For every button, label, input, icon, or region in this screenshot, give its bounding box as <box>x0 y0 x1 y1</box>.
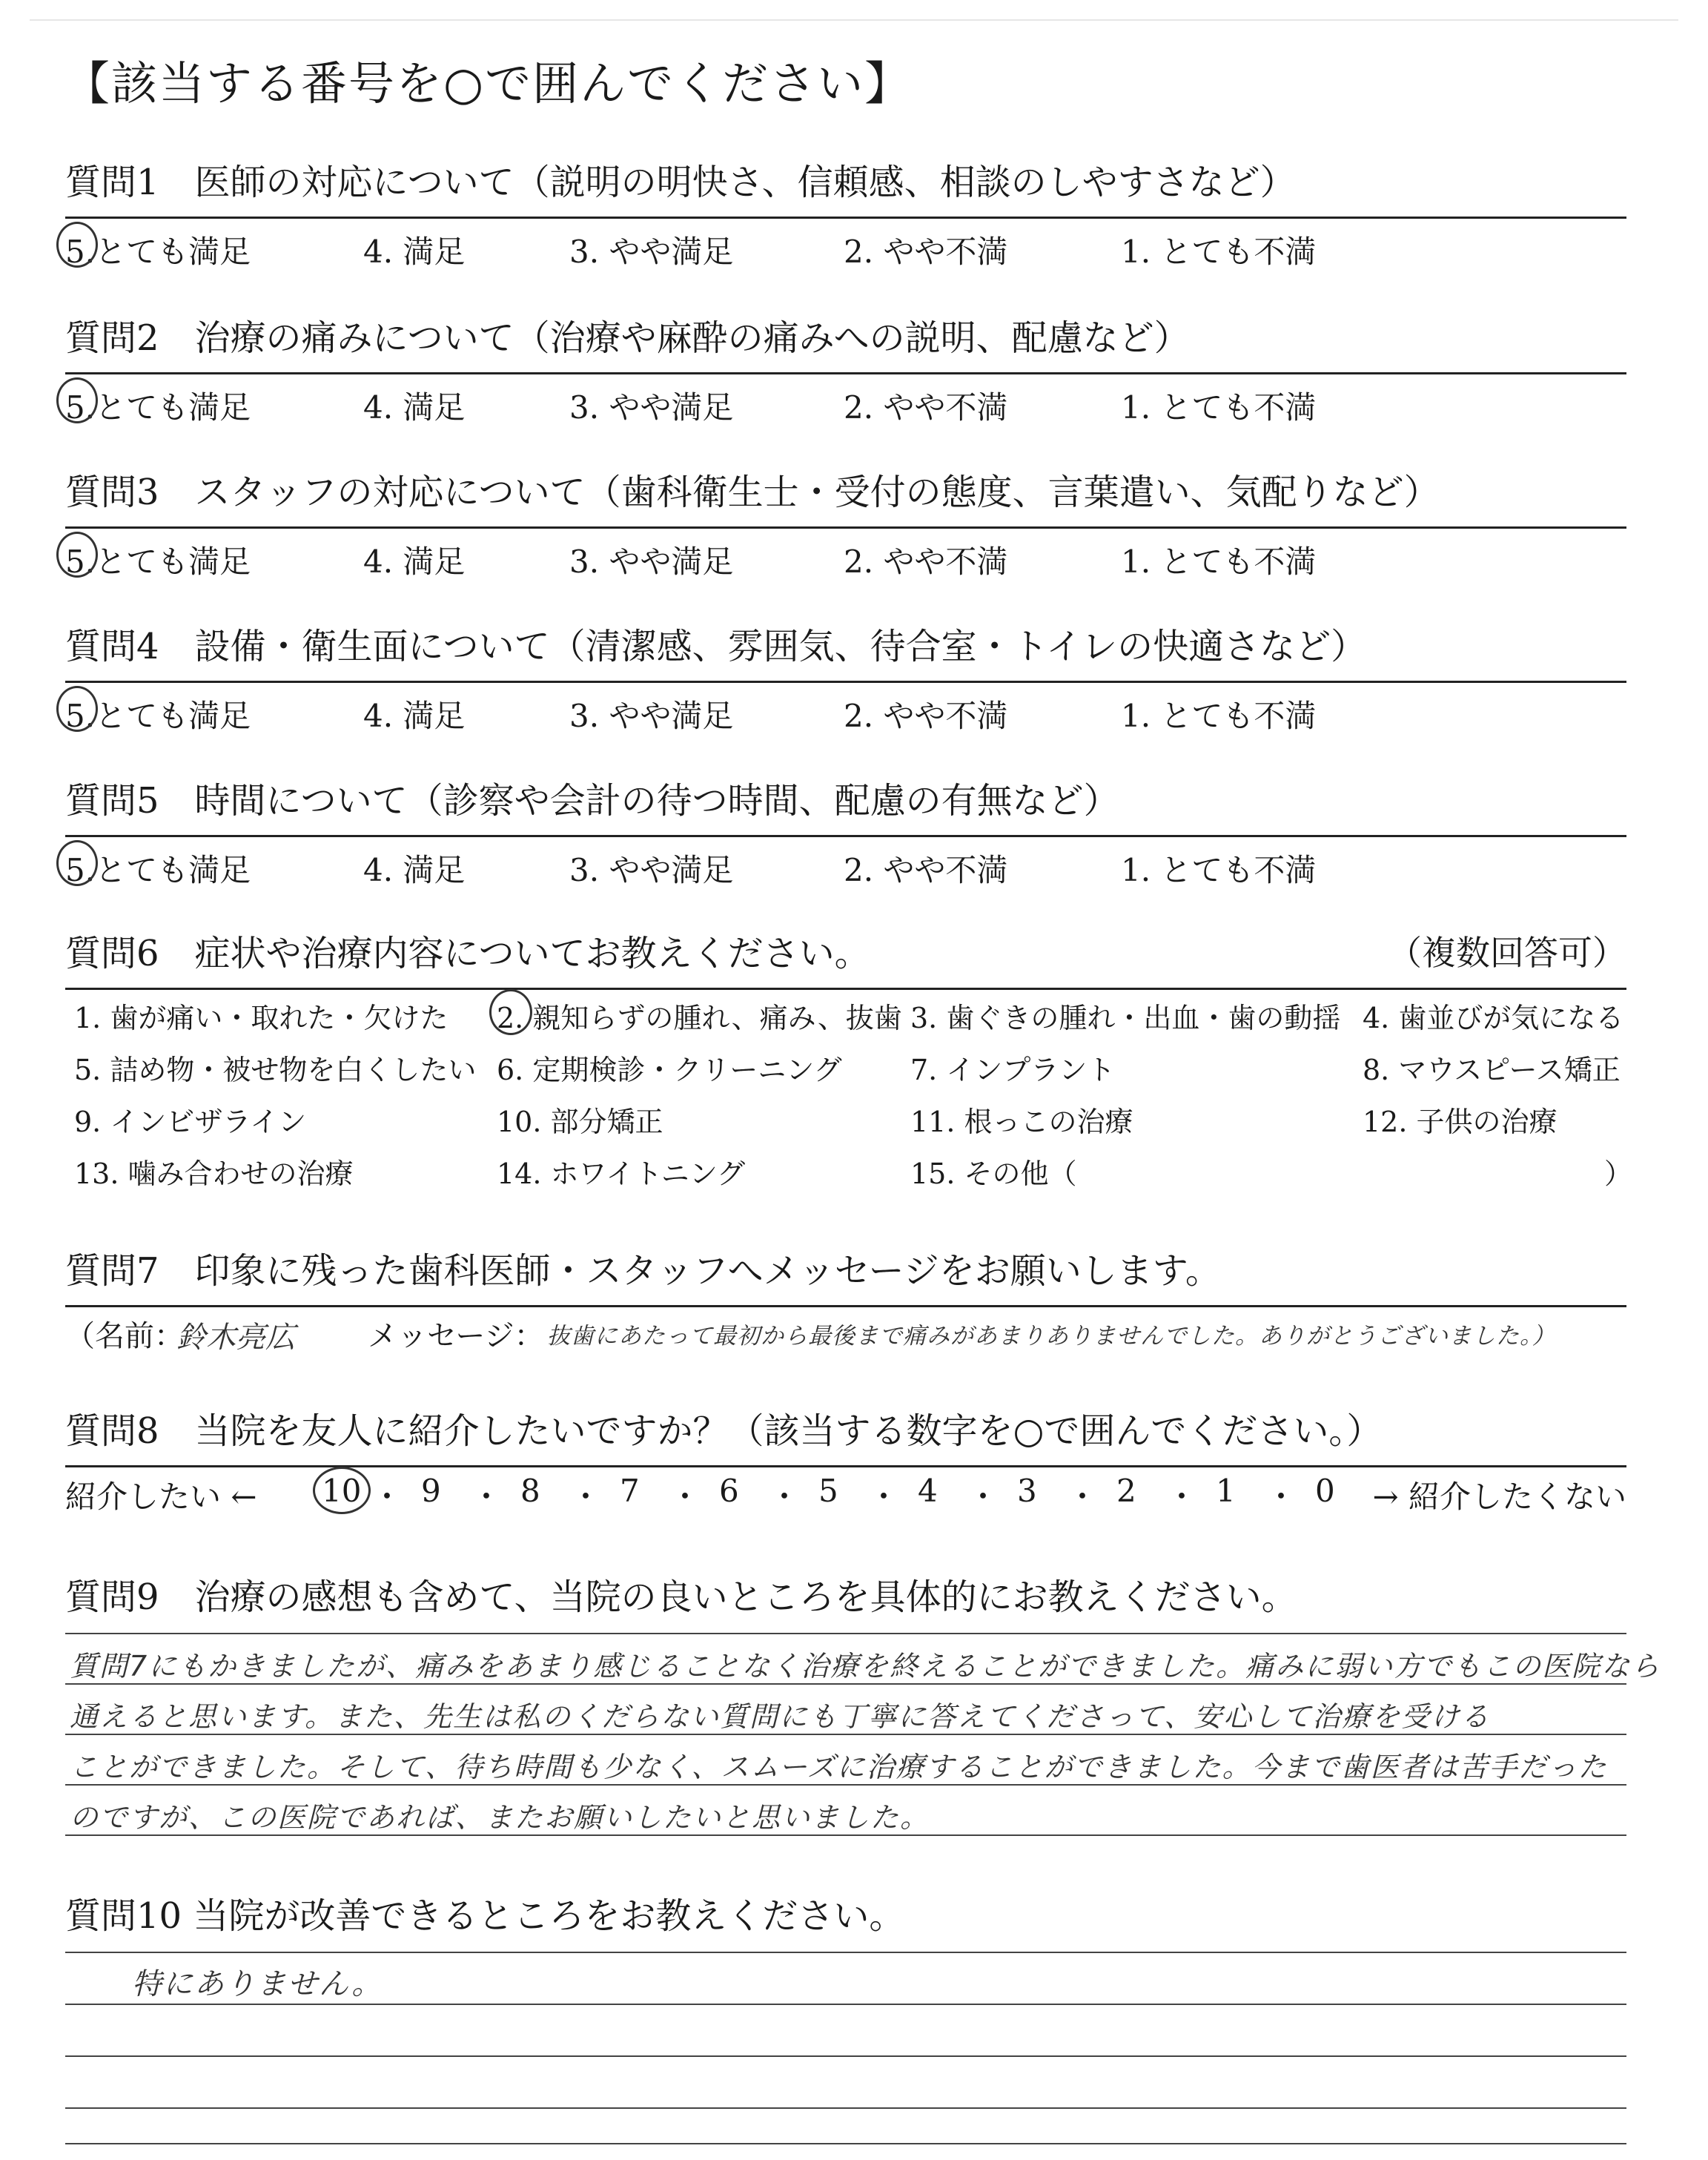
message-label: メッセージ： <box>368 1319 544 1353</box>
improvement-answer[interactable]: 特にありません。 <box>132 1967 383 2001</box>
question-7 <box>65 1250 1626 1355</box>
scale-separator: ・ <box>570 1479 602 1515</box>
question-5-title: 質問5 時間について（診察や会計の待つ時間、配慮の有無など） <box>65 780 1119 822</box>
selection-circle <box>56 840 98 886</box>
rating-option-2[interactable]: 2. やや不満 <box>844 544 1008 580</box>
scale-left-label: 紹介したい ← <box>65 1479 257 1515</box>
rating-option-1[interactable]: 1. とても不満 <box>1121 852 1317 888</box>
name-value[interactable]: 鈴木亮広 <box>176 1321 295 1355</box>
rating-options <box>65 837 1626 888</box>
rating-options <box>65 683 1626 734</box>
scale-separator: ・ <box>471 1479 503 1515</box>
symptom-option[interactable]: 8. マウスピース矯正 <box>1363 1054 1621 1086</box>
question-1 <box>65 162 1626 270</box>
message-value[interactable]: 抜歯にあたって最初から最後まで痛みがあまりありませんでした。ありがとうございました。） <box>547 1323 1556 1350</box>
scale-value-8[interactable]: 8 <box>520 1473 540 1509</box>
scale-value-2[interactable]: 2 <box>1116 1473 1136 1509</box>
question-10 <box>65 1895 1626 2001</box>
answer-rule <box>65 2055 1626 2057</box>
question-4 <box>65 626 1626 734</box>
question-3-title: 質問3 スタッフの対応について（歯科衛生士・受付の態度、言葉遣い、気配りなど） <box>65 472 1440 513</box>
rating-option-4[interactable]: 4. 満足 <box>363 852 466 888</box>
symptom-option[interactable]: 5. 詰め物・被せ物を白くしたい <box>74 1054 477 1086</box>
rating-options <box>65 374 1626 426</box>
scale-separator: ・ <box>1067 1479 1099 1515</box>
scale-value-0[interactable]: 0 <box>1315 1473 1335 1509</box>
top-border <box>30 19 1678 21</box>
question-3 <box>65 472 1626 580</box>
answer-text-line[interactable]: 通えると思います。また、先生は私のくだらない質問にも丁寧に答えてくださって、安心して治療を受ける <box>70 1700 1491 1733</box>
answer-rule <box>65 2107 1626 2109</box>
rating-option-2[interactable]: 2. やや不満 <box>844 852 1008 888</box>
answer-rule <box>65 2143 1626 2144</box>
question-7-title: 質問7 印象に残った歯科医師・スタッフへメッセージをお願いします。 <box>65 1250 1221 1292</box>
rating-option-5[interactable]: 5.とても満足 <box>65 544 251 580</box>
symptom-option[interactable]: 2. 親知らずの腫れ、痛み、抜歯 <box>497 1002 902 1034</box>
rating-option-3[interactable]: 3. やや満足 <box>569 544 734 580</box>
rating-option-4[interactable]: 4. 満足 <box>363 698 466 734</box>
symptom-option[interactable]: 1. 歯が痛い・取れた・欠けた <box>74 1002 448 1034</box>
scale-separator: ・ <box>1166 1479 1198 1515</box>
symptom-option[interactable]: 6. 定期検診・クリーニング <box>497 1054 842 1086</box>
question-1-title: 質問1 医師の対応について（説明の明快さ、信頼感、相談のしやすさなど） <box>65 162 1296 203</box>
symptom-option[interactable]: 3. 歯ぐきの腫れ・出血・歯の動揺 <box>910 1002 1341 1034</box>
question-9-title: 質問9 治療の感想も含めて、当院の良いところを具体的にお教えください。 <box>65 1576 1297 1618</box>
question-6-note: （複数回答可） <box>1388 933 1626 973</box>
question-10-title: 質問10 当院が改善できるところをお教えください。 <box>65 1895 905 1937</box>
rating-options <box>65 219 1626 270</box>
rating-option-3[interactable]: 3. やや満足 <box>569 389 734 426</box>
scale-separator: ・ <box>669 1479 701 1515</box>
rating-option-1[interactable]: 1. とても不満 <box>1121 698 1317 734</box>
question-2 <box>65 317 1626 426</box>
rating-option-2[interactable]: 2. やや不満 <box>844 389 1008 426</box>
scale-right-label: → 紹介したくない <box>1372 1479 1626 1515</box>
selection-circle <box>489 989 532 1035</box>
symptom-option[interactable]: 4. 歯並びが気になる <box>1363 1002 1624 1034</box>
name-label: （名前： <box>65 1319 184 1353</box>
symptom-option[interactable]: 10. 部分矯正 <box>497 1106 663 1138</box>
question-6-title: 質問6 症状や治療内容についてお教えください。 <box>65 933 870 974</box>
scale-separator: ・ <box>868 1479 900 1515</box>
rating-option-5[interactable]: 5.とても満足 <box>65 234 251 270</box>
instruction-heading: 【該当する番号を○で囲んでください】 <box>64 56 913 110</box>
selection-circle <box>56 222 98 268</box>
question-2-title: 質問2 治療の痛みについて（治療や麻酔の痛みへの説明、配慮など） <box>65 317 1190 359</box>
answer-text-line[interactable]: ことができました。そして、待ち時間も少なく、スムーズに治療することができました。今まで歯医者は苦手だった <box>70 1751 1608 1783</box>
rating-option-4[interactable]: 4. 満足 <box>363 234 466 270</box>
selection-circle <box>313 1467 371 1514</box>
selection-circle <box>56 686 98 732</box>
symptom-option[interactable]: 13. 噛み合わせの治療 <box>74 1157 354 1190</box>
selection-circle <box>56 377 98 423</box>
rating-option-2[interactable]: 2. やや不満 <box>844 698 1008 734</box>
answer-text-line[interactable]: 質問7にもかきましたが、痛みをあまり感じることなく治療を終えることができました。痛みに弱い方でもこの医院なら <box>70 1650 1661 1682</box>
rating-option-5[interactable]: 5.とても満足 <box>65 698 251 734</box>
scale-separator: ・ <box>1265 1479 1297 1515</box>
rating-option-1[interactable]: 1. とても不満 <box>1121 544 1317 580</box>
scale-value-1[interactable]: 1 <box>1216 1473 1236 1509</box>
scale-value-6[interactable]: 6 <box>719 1473 739 1509</box>
answer-rule <box>65 1633 1626 1634</box>
scale-value-9[interactable]: 9 <box>421 1473 441 1509</box>
question-8-rule <box>65 1465 1626 1467</box>
scale-separator: ・ <box>371 1479 403 1515</box>
rating-option-2[interactable]: 2. やや不満 <box>844 234 1008 270</box>
selection-circle <box>56 532 98 578</box>
rating-option-3[interactable]: 3. やや満足 <box>569 234 734 270</box>
scale-separator: ・ <box>769 1479 801 1515</box>
symptom-option[interactable]: ） <box>1603 1157 1632 1190</box>
rating-option-4[interactable]: 4. 満足 <box>363 544 466 580</box>
scale-value-5[interactable]: 5 <box>818 1473 838 1509</box>
rating-option-5[interactable]: 5.とても満足 <box>65 852 251 888</box>
scale-value-10[interactable]: 10 <box>322 1473 362 1509</box>
rating-option-4[interactable]: 4. 満足 <box>363 389 466 426</box>
question-6 <box>65 933 1632 1190</box>
symptom-option[interactable]: 11. 根っこの治療 <box>910 1106 1133 1138</box>
rating-option-5[interactable]: 5.とても満足 <box>65 389 251 426</box>
scale-value-4[interactable]: 4 <box>918 1473 938 1509</box>
rating-option-3[interactable]: 3. やや満足 <box>569 852 734 888</box>
symptom-option[interactable]: 9. インビザライン <box>74 1106 307 1138</box>
question-4-title: 質問4 設備・衛生面について（清潔感、雰囲気、待合室・トイレの快適さなど） <box>65 626 1367 667</box>
answer-rule <box>65 2004 1626 2005</box>
symptom-option[interactable]: 15. その他（ <box>910 1157 1077 1190</box>
question-5 <box>65 780 1626 888</box>
scale-value-7[interactable]: 7 <box>620 1473 640 1509</box>
scale-separator: ・ <box>967 1479 999 1515</box>
answer-rule <box>65 1952 1626 1953</box>
question-9 <box>65 1576 1661 1834</box>
rating-option-1[interactable]: 1. とても不満 <box>1121 389 1317 426</box>
symptom-option[interactable]: 7. インプラント <box>910 1054 1116 1086</box>
answer-text-line[interactable]: のですが、この医院であれば、またお願いしたいと思いました。 <box>70 1801 930 1834</box>
question-7-rule <box>65 1305 1626 1307</box>
question-8 <box>65 1410 1626 1515</box>
symptom-options <box>68 943 1632 1190</box>
symptom-option[interactable]: 12. 子供の治療 <box>1363 1106 1558 1138</box>
rating-option-1[interactable]: 1. とても不満 <box>1121 234 1317 270</box>
symptom-option[interactable]: 14. ホワイトニング <box>497 1157 746 1190</box>
scale-value-3[interactable]: 3 <box>1017 1473 1037 1509</box>
question-8-title: 質問8 当院を友人に紹介したいですか？（該当する数字を○で囲んでください。） <box>65 1410 1383 1452</box>
rating-options <box>65 529 1626 580</box>
rating-option-3[interactable]: 3. やや満足 <box>569 698 734 734</box>
